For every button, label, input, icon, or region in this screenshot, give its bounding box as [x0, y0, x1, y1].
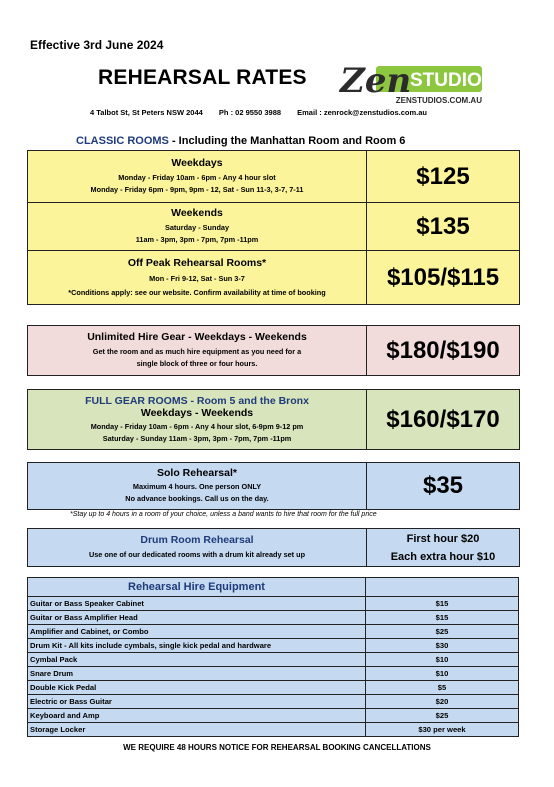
address-text: 4 Talbot St, St Peters NSW 2044	[90, 108, 203, 117]
equip-name: Cymbal Pack	[28, 653, 366, 667]
cancellation-notice: WE REQUIRE 48 HOURS NOTICE FOR REHEARSAL BOOKING CANCELLATIONS	[123, 743, 431, 752]
equip-name: Amplifier and Cabinet, or Combo	[28, 625, 366, 639]
full-gear-table	[27, 389, 520, 450]
table-row	[28, 326, 520, 376]
drum-line: Use one of our dedicated rooms with a drum kit already set up	[88, 550, 306, 559]
equip-name: Guitar or Bass Amplifier Head	[28, 611, 366, 625]
equip-price: $30	[366, 639, 519, 653]
equipment-heading: Rehearsal Hire Equipment	[28, 578, 366, 597]
equip-price: $10	[366, 667, 519, 681]
classic-rooms-table	[27, 150, 520, 305]
solo-title: Solo Rehearsal*	[157, 467, 237, 479]
drum-cell	[28, 529, 367, 567]
weekdays-cell	[28, 151, 367, 203]
equip-name: Guitar or Bass Speaker Cabinet	[28, 597, 366, 611]
solo-line-1: Maximum 4 hours. One person ONLY	[132, 482, 262, 491]
table-row	[28, 597, 519, 611]
unlimited-price-value: $180/$190	[386, 336, 500, 364]
weekends-title: Weekends	[171, 207, 223, 219]
equip-price: $10	[366, 653, 519, 667]
full-gear-price-value: $160/$170	[386, 405, 500, 433]
page-title: REHEARSAL RATES	[98, 66, 307, 89]
table-row	[28, 203, 520, 251]
table-row	[28, 695, 519, 709]
equip-name: Drum Kit - All kits include cymbals, single kick pedal and hardware	[28, 639, 366, 653]
equip-name: Double Kick Pedal	[28, 681, 366, 695]
full-gear-title-1: FULL GEAR ROOMS - Room 5 and the Bronx	[85, 394, 309, 407]
drum-price	[367, 529, 520, 567]
weekends-cell	[28, 203, 367, 251]
unlimited-cell	[28, 326, 367, 376]
offpeak-price-value: $105/$115	[386, 263, 500, 291]
equip-price: $30 per week	[366, 723, 519, 737]
equip-name: Keyboard and Amp	[28, 709, 366, 723]
weekdays-price-value: $125	[416, 162, 470, 190]
table-row	[28, 251, 520, 305]
full-gear-line-1: Monday - Friday 10am - 6pm - Any 4 hour slot, 6-9pm 9-12 pm	[90, 421, 304, 431]
contact-line	[90, 108, 441, 117]
equip-name: Storage Locker	[28, 723, 366, 737]
table-row	[28, 578, 519, 597]
weekends-price	[367, 203, 520, 251]
table-row	[28, 529, 520, 567]
equip-price: $20	[366, 695, 519, 709]
zen-studios-logo	[336, 58, 495, 106]
weekdays-price	[367, 151, 520, 203]
equip-price: $25	[366, 625, 519, 639]
full-gear-title-2: Weekdays - Weekends	[140, 406, 254, 419]
weekdays-line-2: Monday - Friday 6pm - 9pm, 9pm - 12, Sat - Sun 11-3, 3-7, 7-11	[90, 185, 304, 194]
table-row	[28, 611, 519, 625]
equip-price: $15	[366, 597, 519, 611]
weekends-price-value: $135	[416, 212, 470, 240]
drum-price-extra: Each extra hour $10	[390, 550, 496, 563]
equip-name: Snare Drum	[28, 667, 366, 681]
drum-price-first: First hour $20	[406, 532, 480, 545]
table-row	[28, 151, 520, 203]
unlimited-price	[367, 326, 520, 376]
classic-heading-rest: - Including the Manhattan Room and Room 6	[168, 135, 406, 147]
table-row	[28, 639, 519, 653]
offpeak-line-2: *Conditions apply: see our website. Confirm availability at time of booking	[68, 287, 326, 297]
classic-rooms-heading	[76, 135, 405, 147]
solo-table	[27, 462, 520, 510]
equip-price: $25	[366, 709, 519, 723]
table-row	[28, 625, 519, 639]
unlimited-title: Unlimited Hire Gear - Weekdays - Weekends	[87, 331, 307, 343]
equip-name: Electric or Bass Guitar	[28, 695, 366, 709]
unlimited-hire-table	[27, 325, 520, 376]
solo-cell	[28, 463, 367, 510]
table-row	[28, 709, 519, 723]
equip-price: $5	[366, 681, 519, 695]
classic-heading-label: CLASSIC ROOMS	[76, 135, 169, 147]
table-row	[28, 681, 519, 695]
offpeak-cell	[28, 251, 367, 305]
table-row	[28, 723, 519, 737]
offpeak-title: Off Peak Rehearsal Rooms*	[127, 256, 267, 269]
weekends-line-1: Saturday - Sunday	[164, 223, 230, 232]
solo-line-2: No advance bookings. Call us on the day.	[125, 494, 269, 503]
table-row	[28, 653, 519, 667]
drum-room-table	[27, 528, 520, 567]
solo-price-value: $35	[422, 472, 464, 499]
phone-text: Ph : 02 9550 3988	[218, 108, 282, 117]
weekdays-title: Weekdays	[171, 157, 223, 169]
weekdays-line-1: Monday - Friday 10am - 6pm - Any 4 hour slot	[118, 173, 276, 182]
email-text: Email : zenrock@zenstudios.com.au	[297, 108, 427, 117]
equipment-heading-blank	[366, 578, 519, 597]
effective-date: Effective 3rd June 2024	[30, 38, 164, 52]
full-gear-price	[367, 390, 520, 450]
weekends-line-2: 11am - 3pm, 3pm - 7pm, 7pm -11pm	[135, 235, 259, 244]
unlimited-line-2: single block of three or four hours.	[136, 359, 258, 368]
logo-url: ZENSTUDIOS.COM.AU	[395, 96, 482, 105]
logo-script: Zen	[340, 61, 412, 101]
solo-footnote: *Stay up to 4 hours in a room of your choice, unless a band wants to hire that room for the full price	[70, 511, 377, 518]
drum-title: Drum Room Rehearsal	[140, 534, 254, 546]
table-row	[28, 463, 520, 510]
logo-word: STUDIOS	[410, 70, 495, 91]
offpeak-price	[367, 251, 520, 305]
offpeak-line-1: Mon - Fri 9-12, Sat - Sun 3-7	[149, 273, 245, 283]
table-row	[28, 390, 520, 450]
equipment-table	[27, 577, 519, 737]
full-gear-line-2: Saturday - Sunday 11am - 3pm, 3pm - 7pm, 7pm -11pm	[102, 433, 292, 443]
table-row	[28, 667, 519, 681]
unlimited-line-1: Get the room and as much hire equipment as you need for a	[92, 347, 302, 356]
full-gear-cell	[28, 390, 367, 450]
solo-price	[367, 463, 520, 510]
equip-price: $15	[366, 611, 519, 625]
